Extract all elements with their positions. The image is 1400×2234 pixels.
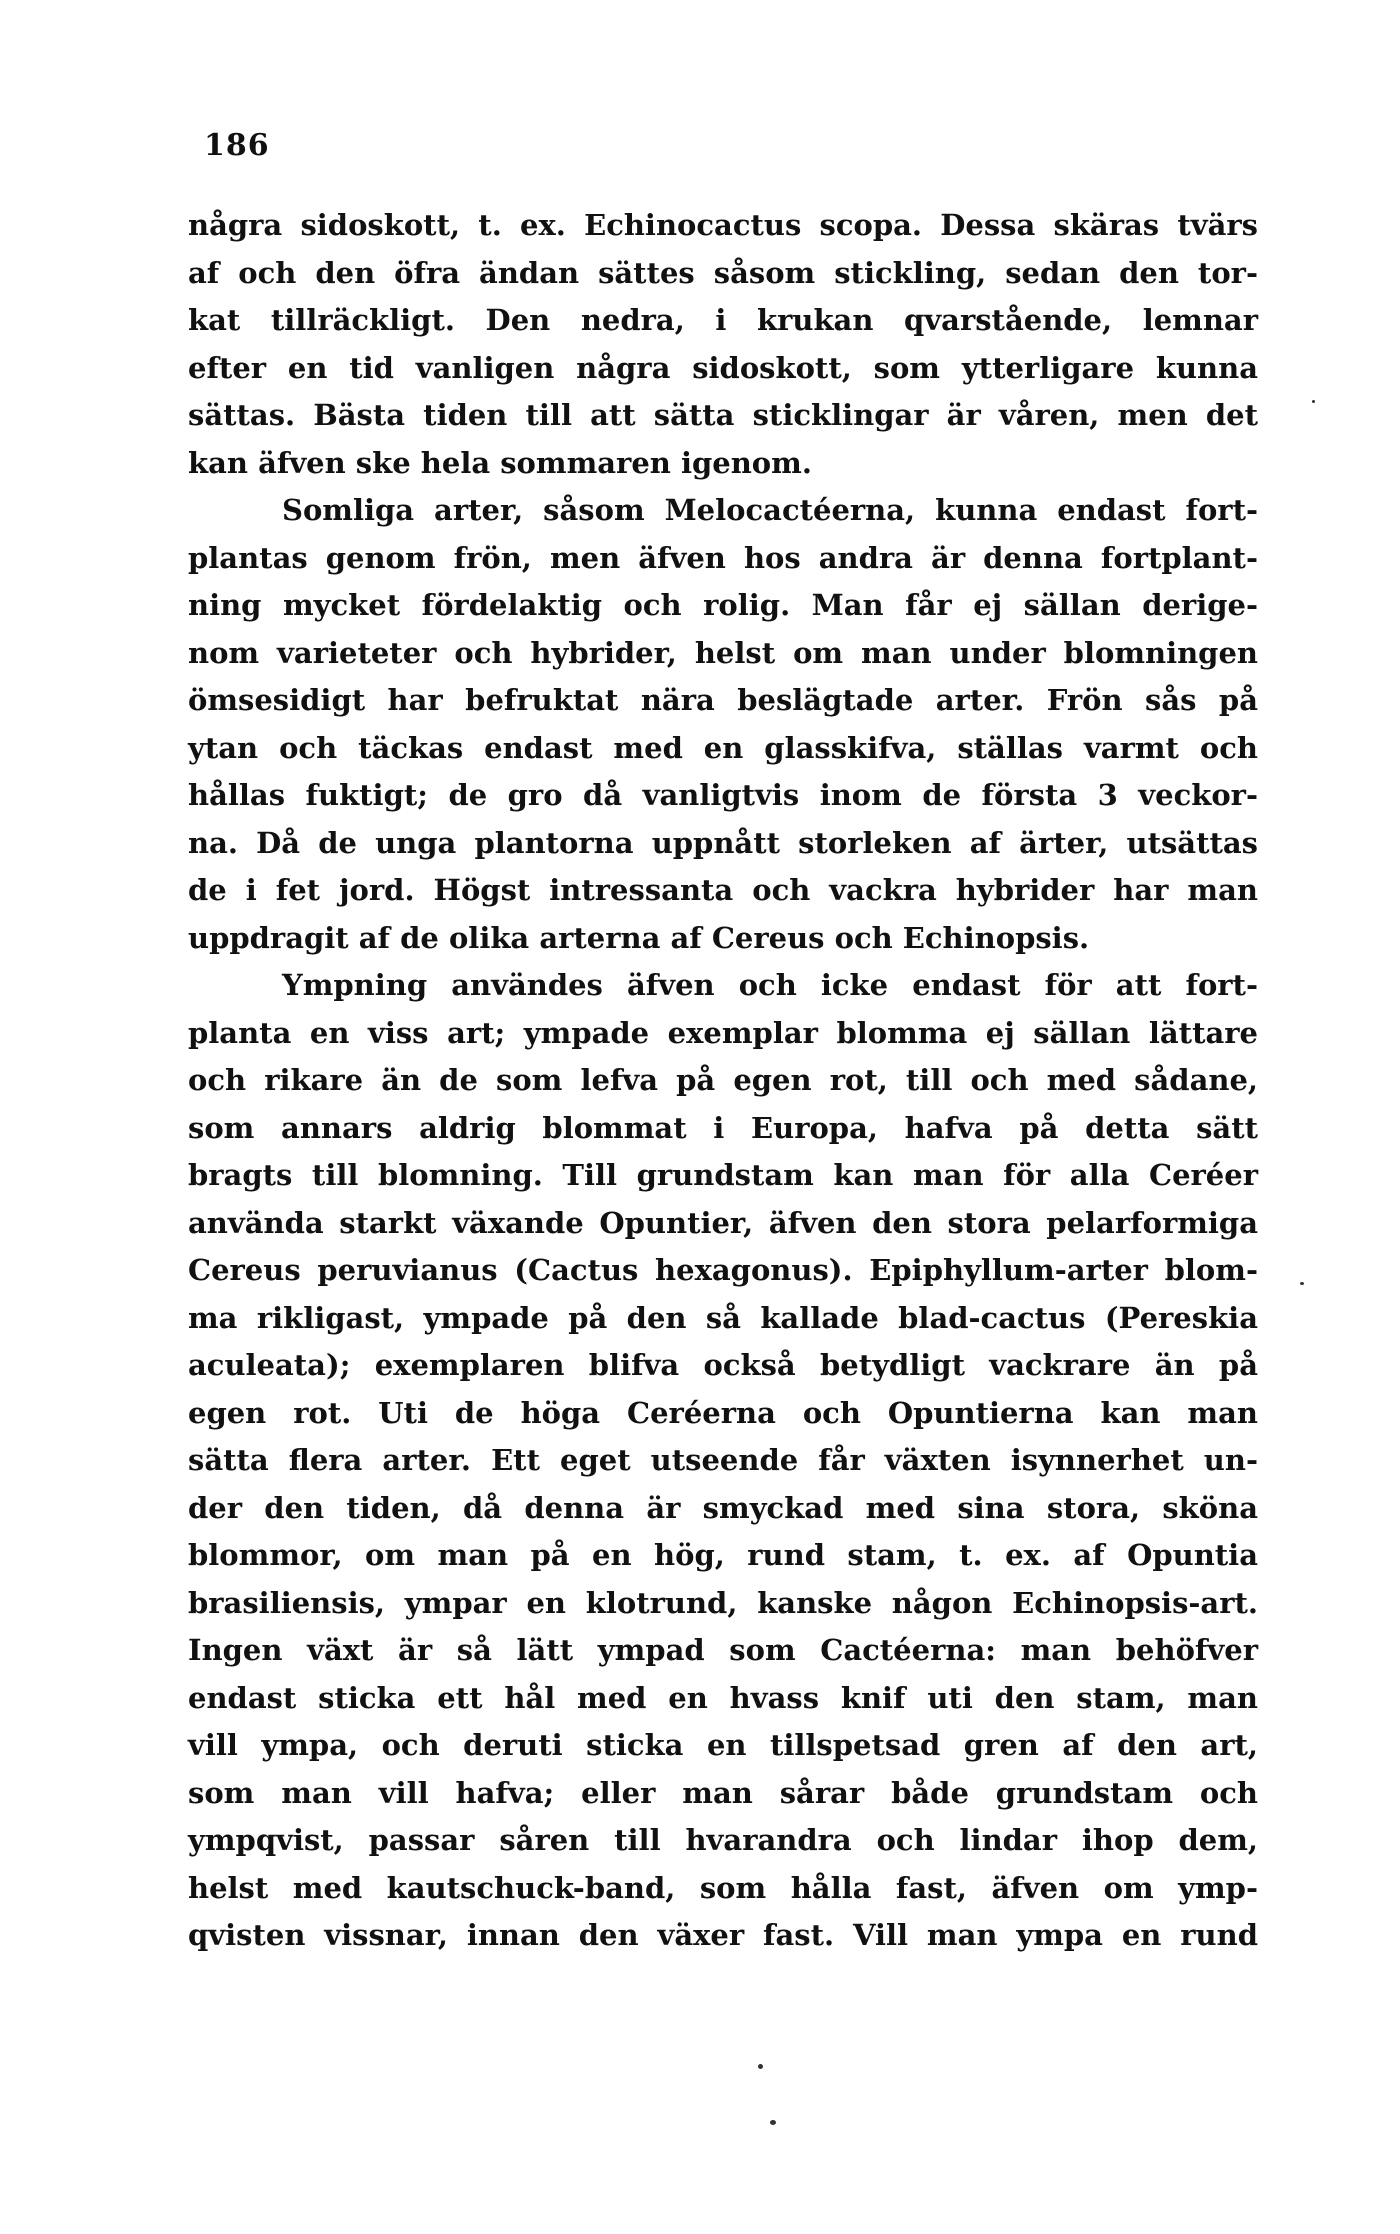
page-number: 186 — [204, 128, 270, 163]
ink-speck — [1312, 400, 1315, 403]
text-line: sättas. Bästa tiden till att sätta sticklingar är våren, men det — [188, 398, 1258, 432]
text-line: ma rikligast, ympade på den så kallade blad-cactus (Pereskia — [188, 1300, 1258, 1335]
text-line: Cereus peruvianus (Cactus hexagonus). Epiphyllum-arter blom- — [188, 1253, 1258, 1287]
ink-speck — [1300, 1282, 1304, 1285]
text-line: blommor, om man på en hög, rund stam, t. ex. af Opuntia — [188, 1538, 1258, 1572]
text-line: planta en viss art; ympade exemplar blomma ej sällan lättare — [188, 1015, 1258, 1050]
text-line: några sidoskott, t. ex. Echinocactus scopa. Dessa skäras tvärs — [188, 208, 1258, 242]
text-line: de i fet jord. Högst intressanta och vackra hybrider har man — [188, 873, 1258, 907]
text-line: bragts till blomning. Till grundstam kan man för alla Ceréer — [188, 1158, 1258, 1192]
text-line: sätta flera arter. Ett eget utseende får växten isynnerhet un- — [188, 1443, 1258, 1477]
text-line: ning mycket fördelaktig och rolig. Man får ej sällan derige- — [188, 588, 1258, 622]
text-line: af och den öfra ändan sättes såsom stickling, sedan den tor- — [188, 255, 1258, 290]
text-line: ytan och täckas endast med en glasskifva, ställas varmt och — [188, 730, 1258, 765]
text-line: hållas fuktigt; de gro då vanligtvis inom de första 3 veckor- — [188, 778, 1258, 812]
text-line: Ingen växt är så lätt ympad som Cactéerna: man behöfver — [188, 1633, 1258, 1667]
text-line: ömsesidigt har befruktat nära beslägtade arter. Frön sås på — [188, 683, 1258, 717]
text-line: aculeata); exemplaren blifva också betydligt vackrare än på — [188, 1348, 1258, 1382]
text-line: qvisten vissnar, innan den växer fast. Vill man ympa en rund — [188, 1918, 1258, 1952]
text-line: och rikare än de som lefva på egen rot, till och med sådane, — [188, 1063, 1258, 1097]
text-line: använda starkt växande Opuntier, äfven den stora pelarformiga — [188, 1205, 1258, 1240]
text-line: kan äfven ske hela sommaren igenom. — [188, 445, 812, 480]
text-line: ympqvist, passar såren till hvarandra och lindar ihop dem, — [188, 1823, 1258, 1857]
text-line: vill ympa, och deruti sticka en tillspetsad gren af den art, — [188, 1728, 1258, 1762]
text-line: uppdragit af de olika arterna af Cereus och Echinopsis. — [188, 920, 1090, 955]
text-line: endast sticka ett hål med en hvass knif uti den stam, man — [188, 1680, 1258, 1715]
ink-speck — [770, 2120, 776, 2125]
text-line: som man vill hafva; eller man sårar både grundstam och — [188, 1775, 1258, 1810]
text-line: brasiliensis, ympar en klotrund, kanske någon Echinopsis-art. — [188, 1585, 1258, 1620]
text-line: Somliga arter, såsom Melocactéerna, kunna endast fort- — [282, 493, 1258, 527]
text-line: Ympning användes äfven och icke endast för att fort- — [282, 968, 1258, 1002]
text-line: der den tiden, då denna är smyckad med sina stora, sköna — [188, 1490, 1258, 1525]
text-line: som annars aldrig blommat i Europa, hafva på detta sätt — [188, 1110, 1258, 1145]
text-line: egen rot. Uti de höga Ceréerna och Opuntierna kan man — [188, 1395, 1258, 1430]
text-line: na. Då de unga plantorna uppnått storleken af ärter, utsättas — [188, 825, 1258, 860]
text-line: helst med kautschuck-band, som hålla fast, äfven om ymp- — [188, 1870, 1258, 1905]
body-text — [188, 202, 1258, 1960]
text-line: kat tillräckligt. Den nedra, i krukan qvarstående, lemnar — [188, 303, 1258, 337]
text-line: nom varieteter och hybrider, helst om man under blomningen — [188, 635, 1258, 670]
ink-speck — [758, 2064, 763, 2069]
text-line: plantas genom frön, men äfven hos andra är denna fortplant- — [188, 540, 1258, 575]
text-line: efter en tid vanligen några sidoskott, som ytterligare kunna — [188, 350, 1258, 385]
